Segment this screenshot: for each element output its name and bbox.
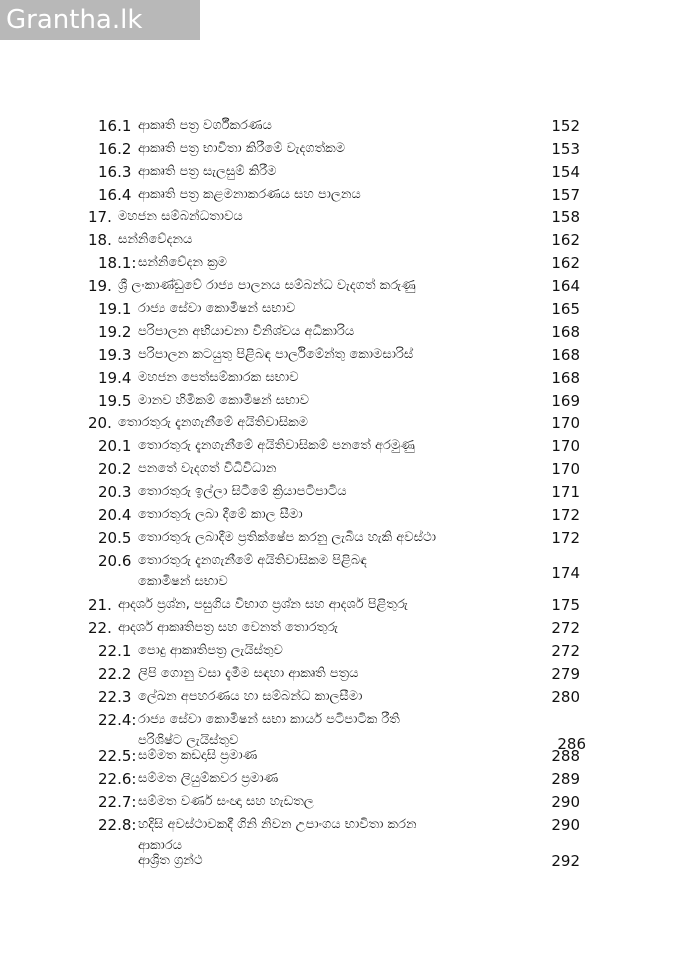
toc-entry	[0, 526, 676, 550]
toc-entry	[0, 457, 676, 481]
toc-entry	[0, 639, 676, 663]
toc-entry	[0, 790, 676, 814]
toc-entry-title: මහජන සම්බන්ධතාවය	[118, 209, 243, 224]
toc-entry-page: 290	[551, 793, 580, 811]
toc-entry	[0, 480, 676, 504]
toc-entry-page: 292	[551, 852, 580, 870]
toc-entry-number: 20.1	[98, 437, 132, 455]
toc-entry-title: රාජ්‍ය සේවා කොමිෂන් සභා කාර්ය පටිපාටික රීති	[138, 712, 400, 727]
toc-entry-page: 165	[551, 300, 580, 318]
toc-entry	[0, 549, 676, 589]
toc-entry-number: 20.3	[98, 483, 132, 501]
toc-entry-title: සන්නිවේදනය	[118, 232, 193, 247]
toc-entry	[0, 320, 676, 344]
toc-entry-page: 170	[551, 437, 580, 455]
toc-entry-number: 19.	[88, 277, 112, 295]
toc-entry-title: තොරතුරු දැනගැනීමේ අයිතිවාසිකම් පනතේ අරමුණු	[138, 438, 415, 453]
toc-entry	[0, 593, 676, 617]
toc-entry-number: 18.1:	[98, 254, 137, 272]
toc-entry-number: 22.	[88, 619, 112, 637]
toc-entry-number: 22.3	[98, 688, 132, 706]
toc-entry-title: ආකෘති පත්‍ර භාවිතා කිරීමේ වැදගත්කම	[138, 141, 346, 156]
toc-entry-title: පරිපාලන අභියාචනා විනිශ්චය අධිකාරිය	[138, 324, 355, 339]
toc-entry-number: 19.5	[98, 392, 132, 410]
toc-entry-page: 272	[551, 619, 580, 637]
toc-entry	[0, 616, 676, 640]
toc-entry-title: ආකෘති පත්‍ර කළමනාකරණය සහ පාලනය	[138, 187, 361, 202]
toc-entry	[0, 274, 676, 298]
toc-entry-number: 20.2	[98, 460, 132, 478]
toc-entry-number: 19.1	[98, 300, 132, 318]
toc-entry	[0, 137, 676, 161]
toc-entry	[0, 503, 676, 527]
toc-entry	[0, 205, 676, 229]
toc-entry-title-continued: ආකාරය	[138, 838, 183, 853]
toc-entry-page: 280	[551, 688, 580, 706]
toc-entry-title: සම්මත ලියුම්කවර ප්‍රමාණ	[138, 771, 279, 786]
toc-entry-title: මහජන පෙත්සම්කාරක සභාව	[138, 370, 299, 385]
toc-entry-number: 16.2	[98, 140, 132, 158]
toc-entry-page: 286	[557, 735, 586, 753]
toc-entry-title: සන්නිවේදන ක්‍රම	[138, 255, 228, 270]
toc-entry-title-continued: කොමිෂන් සභාව	[138, 574, 228, 589]
toc-entry-title: ශ්‍රී ලංකාණ්ඩුවේ රාජ්‍ය පාලනය සම්බන්ධ වැදගත් කරුණු	[118, 278, 416, 293]
toc-entry	[0, 685, 676, 709]
toc-entry	[0, 160, 676, 184]
toc-entry-number: 22.6:	[98, 770, 137, 788]
toc-entry-title: ලේඛන අපහරණය හා සම්බන්ධ කාලසීමා	[138, 689, 363, 704]
toc-entry-number: 20.	[88, 414, 112, 432]
toc-entry-number: 19.4	[98, 369, 132, 387]
toc-entry-page: 169	[551, 392, 580, 410]
toc-entry-number: 17.	[88, 208, 112, 226]
toc-entry	[0, 114, 676, 138]
toc-entry-title: සම්මත වර්ණ සංඥා සහ හැඩතල	[138, 794, 314, 809]
toc-entry-number: 22.8:	[98, 816, 137, 834]
toc-entry-page: 168	[551, 323, 580, 341]
toc-entry-title: තොරතුරු දැනගැනීමේ අයිතිවාසිකම	[118, 415, 309, 430]
toc-entry-title: ආදර්ශ ප්‍රශ්න, පසුගිය විභාග ප්‍රශ්න සහ ආදර්ශ පිළිතුරු	[118, 597, 408, 612]
toc-entry-page: 290	[551, 816, 580, 834]
toc-entry-page: 164	[551, 277, 580, 295]
toc-entry-page: 162	[551, 254, 580, 272]
toc-entry	[0, 434, 676, 458]
toc-entry-page: 170	[551, 414, 580, 432]
toc-entry	[0, 228, 676, 252]
toc-entry-number: 20.5	[98, 529, 132, 547]
toc-entry-page: 172	[551, 506, 580, 524]
toc-entry-title: ආදර්ශ ආකෘතිපත්‍ර සහ වෙනත් තොරතුරු	[118, 620, 339, 635]
toc-entry	[0, 849, 676, 873]
toc-entry-number: 21.	[88, 596, 112, 614]
toc-entry	[0, 813, 676, 853]
toc-entry-page: 279	[551, 665, 580, 683]
toc-entry-page: 168	[551, 369, 580, 387]
toc-entry	[0, 662, 676, 686]
toc-entry	[0, 767, 676, 791]
toc-entry-number: 19.3	[98, 346, 132, 364]
toc-entry	[0, 708, 676, 753]
toc-entry	[0, 251, 676, 275]
toc-entry-title: හදිසි අවස්ථාවකදී ගිනි නිවන උපාංගය භාවිතා කරන	[138, 817, 417, 832]
toc-entry-page: 289	[551, 770, 580, 788]
toc-entry	[0, 744, 676, 768]
toc-entry-title: පනතේ වැදගත් විධිවිධාන	[138, 461, 277, 476]
toc-entry-page: 152	[551, 117, 580, 135]
toc-entry-page: 157	[551, 186, 580, 204]
toc-entry-number: 22.4:	[98, 711, 137, 729]
toc-entry	[0, 183, 676, 207]
toc-entry-page: 272	[551, 642, 580, 660]
toc-entry	[0, 297, 676, 321]
toc-entry-page: 154	[551, 163, 580, 181]
toc-entry-title: ආකෘති පත්‍ර සැලසුම් කිරීම	[138, 164, 277, 179]
toc-entry-title: ආකෘති පත්‍ර වර්ගීකරණය	[138, 118, 272, 133]
toc-entry-number: 16.4	[98, 186, 132, 204]
toc-entry	[0, 411, 676, 435]
toc-entry-title: පොදු ආකෘතිපත්‍ර ලැයිස්තුව	[138, 643, 283, 658]
toc-entry-number: 20.6	[98, 552, 132, 570]
toc-entry-page: 175	[551, 596, 580, 614]
toc-entry-page: 174	[551, 564, 580, 582]
toc-entry-title: තොරතුරු දැනගැනීමේ අයිතිවාසිකම පිළිබඳ	[138, 553, 367, 568]
toc-entry-number: 20.4	[98, 506, 132, 524]
toc-entry-number: 16.3	[98, 163, 132, 181]
toc-entry-number: 19.2	[98, 323, 132, 341]
toc-entry-title: තොරතුරු ඉල්ලා සිටීමේ ක්‍රියාපටිපාටිය	[138, 484, 347, 499]
toc-entry-number: 22.5:	[98, 747, 137, 765]
toc-entry	[0, 389, 676, 413]
toc-entry-title: සම්මත කඩදාසි ප්‍රමාණ	[138, 748, 258, 763]
toc-entry-title: තොරතුරු ලබාදීම ප්‍රතික්ෂේප කරනු ලැබිය හැකි අවස්ථා	[138, 530, 437, 545]
toc-entry-title: තොරතුරු ලබා දීමේ කාල සීමා	[138, 507, 303, 522]
toc-entry-page: 172	[551, 529, 580, 547]
toc-entry-title: රාජ්‍ය සේවා කොමිෂන් සභාව	[138, 301, 296, 316]
toc-entry-title: ලිපි ගොනු වසා දැමීම සඳහා ආකෘති පත්‍රය	[138, 666, 359, 681]
toc-entry-number: 16.1	[98, 117, 132, 135]
toc-entry-page: 158	[551, 208, 580, 226]
toc-entry-title-continued: පරිශිෂ්ට ලැයිස්තුව	[138, 733, 239, 748]
toc-entry-number: 18.	[88, 231, 112, 249]
toc-entry-page: 288	[551, 747, 580, 765]
toc-entry-page: 162	[551, 231, 580, 249]
toc-entry-number: 22.2	[98, 665, 132, 683]
toc-entry-page: 170	[551, 460, 580, 478]
toc-entry-title: මානව හිමිකම් කොමිෂන් සභාව	[138, 393, 309, 408]
toc-entry-page: 168	[551, 346, 580, 364]
toc-entry-number: 22.7:	[98, 793, 137, 811]
toc-entry-title: ආශ්‍රිත ග්‍රන්ථ	[138, 853, 203, 868]
toc-entry-number: 22.1	[98, 642, 132, 660]
toc-entry-page: 171	[551, 483, 580, 501]
toc-entry	[0, 343, 676, 367]
toc-entry-page: 153	[551, 140, 580, 158]
toc-entry	[0, 366, 676, 390]
toc-entry-title: පරිපාලන කටයුතු පිළිබඳ පාර්ලිමේන්තු කොමසාරිස්	[138, 347, 414, 362]
watermark-logo: Grantha.lk	[0, 0, 200, 40]
